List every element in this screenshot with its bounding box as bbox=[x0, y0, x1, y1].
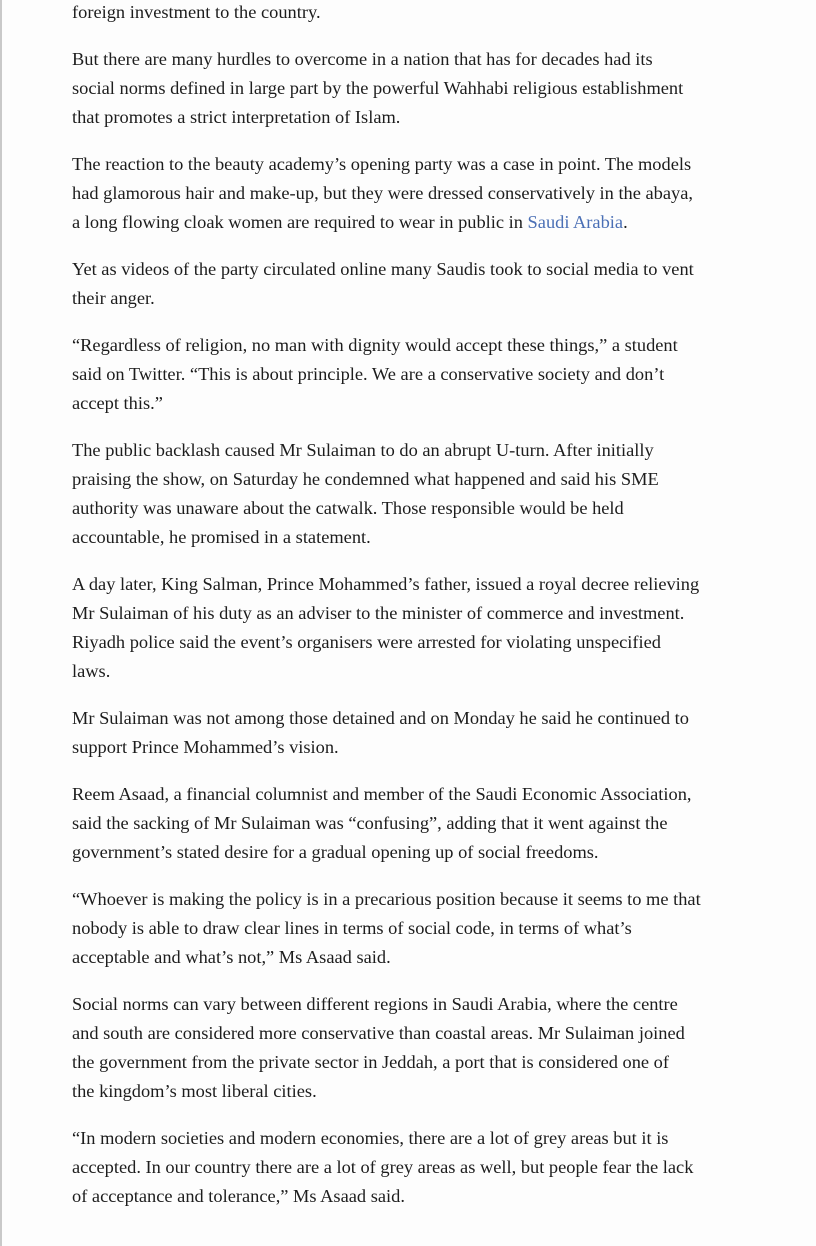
paragraph: “Whoever is making the policy is in a precarious position because it seems to me that nobody is able to draw clear lines in terms of social code, in terms of what’s acceptable and what’s not,” Ms Asaad said. bbox=[72, 889, 701, 967]
paragraph: Reem Asaad, a financial columnist and member of the Saudi Economic Association, said the sacking of Mr Sulaiman was “confusing”, adding that it went against the government’s stated desire for a gradual opening up of social freedoms. bbox=[72, 784, 692, 862]
paragraph: Social norms can vary between different regions in Saudi Arabia, where the centre and south are considered more conservative than coastal areas. Mr Sulaiman joined the government from the private sector in Jeddah, a port that is considered one of the kingdom’s most liberal cities. bbox=[72, 994, 685, 1101]
paragraph: Yet as videos of the party circulated online many Saudis took to social media to vent their anger. bbox=[72, 259, 694, 308]
paragraph: The public backlash caused Mr Sulaiman to do an abrupt U-turn. After initially praising the show, on Saturday he condemned what happened and said his SME authority was unaware about the catwalk. Those responsible would be held accountable, he promised in a statement. bbox=[72, 440, 659, 547]
paragraph: “In modern societies and modern economies, there are a lot of grey areas but it is accepted. In our country there are a lot of grey areas as well, but people fear the lack of acceptance and tolerance,” Ms Asaad said. bbox=[72, 1128, 694, 1206]
paragraph: Mr Sulaiman was not among those detained and on Monday he said he continued to support Prince Mohammed’s vision. bbox=[72, 708, 689, 757]
article-body bbox=[72, 0, 762, 1229]
paragraph bbox=[72, 150, 762, 237]
saudi-arabia-link[interactable]: Saudi Arabia bbox=[527, 212, 624, 232]
paragraph: A day later, King Salman, Prince Mohammed’s father, issued a royal decree relieving Mr Sulaiman of his duty as an adviser to the minister of commerce and investment. Riyadh police said the event’s organisers were arrested for violating unspecified laws. bbox=[72, 574, 700, 681]
paragraph: “Regardless of religion, no man with dignity would accept these things,” a student said on Twitter. “This is about principle. We are a conservative society and don’t accept this.” bbox=[72, 335, 678, 413]
paragraph-text: The reaction to the beauty academy’s opening party was a case in point. The models had glamorous hair and make-up, but they were dressed conservatively in the abaya, a long flowing cloak women are required to wear in public in bbox=[72, 154, 693, 232]
left-border bbox=[0, 0, 2, 1246]
paragraph: But there are many hurdles to overcome in a nation that has for decades had its social norms defined in large part by the powerful Wahhabi religious establishment that promotes a strict interpretation of Islam. bbox=[72, 49, 684, 127]
paragraph-text: . bbox=[623, 212, 628, 232]
paragraph: foreign investment to the country. bbox=[72, 2, 321, 22]
